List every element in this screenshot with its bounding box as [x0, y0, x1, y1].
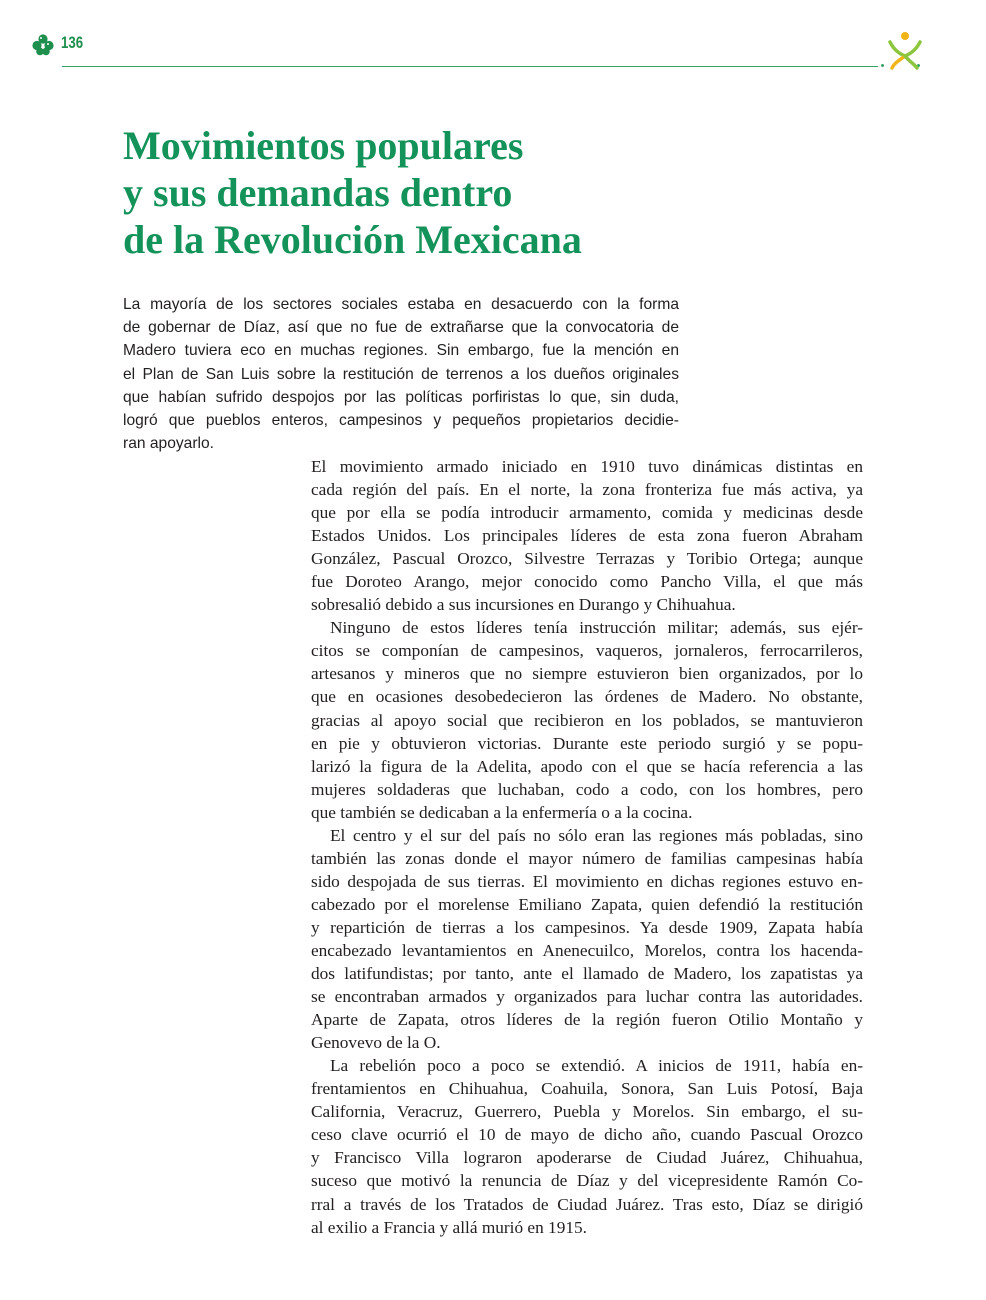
text-line: La rebelión poco a poco se extendió. A inicios de 1911, había en- [330, 1056, 863, 1076]
text-line: cada región del país. En el norte, la zona fronteriza fue más activa, ya [311, 480, 863, 500]
page-header [0, 0, 986, 80]
text-line: Madero tuviera eco en muchas regiones. Sin embargo, fue la mención en [123, 342, 679, 360]
text-line: suceso que motivó la renuncia de Díaz y del vicepresidente Ramón Co- [311, 1171, 863, 1191]
text-line: fue Doroteo Arango, mejor conocido como Pancho Villa, el que más [311, 572, 863, 592]
text-line: que en ocasiones desobedecieron las órdenes de Madero. No obstante, [311, 687, 863, 707]
text-line: y repartición de tierras a los campesinos. Ya desde 1909, Zapata había [311, 917, 863, 937]
text-line: Genovevo de la O. [311, 1033, 441, 1053]
text-line: sobresalió debido a sus incursiones en Durango y Chihuahua. [311, 595, 736, 615]
text-line: encabezado levantamientos en Anenecuilco, Morelos, contra los hacenda- [311, 940, 863, 960]
text-line: El movimiento armado iniciado en 1910 tuvo dinámicas distintas en [311, 457, 863, 476]
text-line: en pie y obtuvieron victorias. Durante este periodo surgió y se popu- [311, 733, 863, 753]
body-paragraph [311, 824, 863, 1054]
text-line: larizó la figura de la Adelita, apodo con el que se hacía referencia a las [311, 756, 863, 776]
clover-icon [31, 33, 55, 57]
page-number: 136 [61, 33, 84, 52]
title-line: Movimientos populares [123, 123, 524, 168]
text-line: que también se dedicaban a la enfermería o a la cocina. [311, 802, 693, 822]
text-line: rral a través de los Tratados de Ciudad Juárez. Tras esto, Díaz se dirigió [311, 1194, 863, 1214]
text-line: y Francisco Villa lograron apoderarse de Ciudad Juárez, Chihuahua, [311, 1148, 863, 1168]
text-line: se encontraban armados y organizados para luchar contra las autoridades. [311, 987, 863, 1007]
text-line: cabezado por el morelense Emiliano Zapata, quien defendió la restitución [311, 894, 863, 914]
intro-paragraph [123, 293, 679, 455]
body-paragraph [311, 616, 863, 823]
title-line: de la Revolución Mexicana [123, 217, 582, 262]
text-line: El centro y el sur del país no sólo eran las regiones más pobladas, sino [330, 825, 863, 845]
text-line: California, Veracruz, Guerrero, Puebla y Morelos. Sin embargo, el su- [311, 1102, 863, 1122]
text-line: mujeres soldaderas que luchaban, codo a codo, con los hombres, pero [311, 779, 863, 799]
text-line: Aparte de Zapata, otros líderes de la región fueron Otilio Montaño y [311, 1010, 863, 1030]
text-line: Estados Unidos. Los principales líderes de esta zona fueron Abraham [311, 526, 863, 546]
chapter-title [123, 122, 582, 263]
text-line: Ninguno de estos líderes tenía instrucción militar; además, sus ejér- [330, 618, 863, 638]
text-line: gracias al apoyo social que recibieron en los poblados, se mantuvieron [311, 710, 863, 730]
text-line: logró que pueblos enteros, campesinos y pequeños propietarios decidie- [123, 412, 679, 430]
text-line: de gobernar de Díaz, así que no fue de extrañarse que la convocatoria de [123, 319, 679, 337]
text-line: La mayoría de los sectores sociales estaba en desacuerdo con la forma [123, 296, 679, 313]
text-line: ceso clave ocurrió el 10 de mayo de dicho año, cuando Pascual Orozco [311, 1125, 863, 1145]
text-line: artesanos y mineros que no siempre estuvieron bien organizados, por lo [311, 664, 863, 684]
body-paragraph [311, 1054, 863, 1238]
text-line: citos se componían de campesinos, vaqueros, jornaleros, ferrocarrileros, [311, 641, 863, 661]
text-line: también las zonas donde el mayor número de familias campesinas había [311, 848, 863, 868]
header-rule [62, 66, 878, 67]
text-line: ran apoyarlo. [123, 435, 215, 453]
text-line: el Plan de San Luis sobre la restitución de terrenos a los dueños originales [123, 365, 679, 383]
body-paragraph [311, 455, 863, 616]
title-line: y sus demandas dentro [123, 170, 513, 215]
body-text [311, 455, 863, 1239]
text-line: que habían sufrido despojos por las políticas porfiristas lo que, sin duda, [123, 388, 679, 406]
text-line: González, Pascual Orozco, Silvestre Terrazas y Toribio Ortega; aunque [311, 549, 863, 569]
text-line: frentamientos en Chihuahua, Coahuila, Sonora, San Luis Potosí, Baja [311, 1079, 863, 1099]
person-figure-icon [884, 30, 924, 74]
text-line: que por ella se podía introducir armamento, comida y medicinas desde [311, 503, 863, 523]
text-line: dos latifundistas; por tanto, ante el llamado de Madero, los zapatistas ya [311, 964, 863, 984]
text-line: al exilio a Francia y allá murió en 1915. [311, 1217, 587, 1237]
text-line: sido despojada de sus tierras. El movimiento en dichas regiones estuvo en- [311, 871, 863, 891]
